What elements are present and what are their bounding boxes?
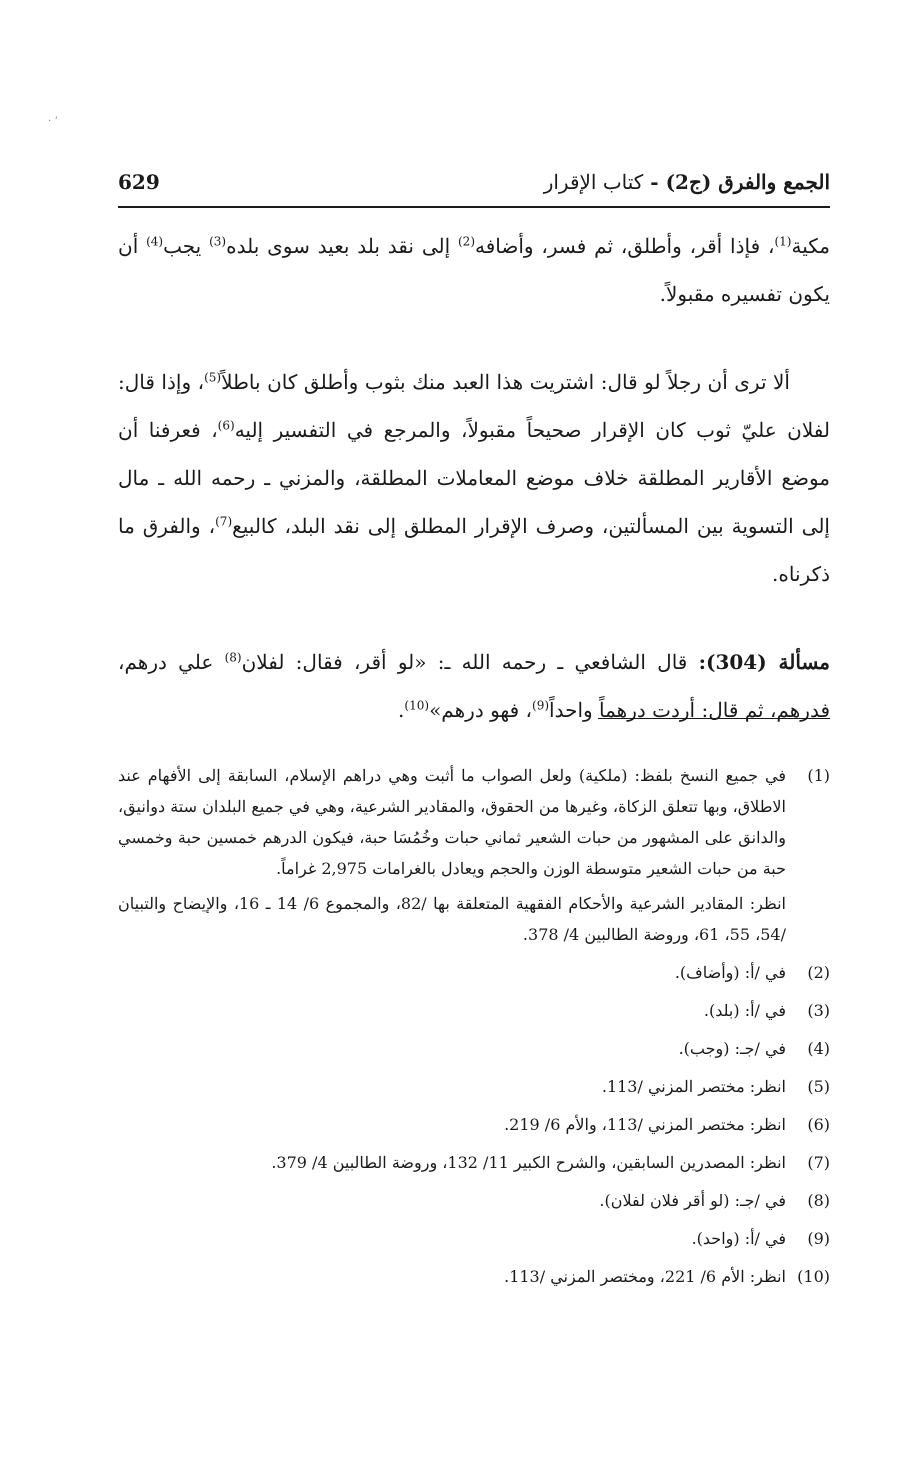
footnote-text: في /أ: (واحد). xyxy=(691,1229,786,1248)
footnote-body xyxy=(118,1261,786,1292)
text-run: قال الشافعي ـ رحمه الله ـ: «لو أقر، فقال: لفلان xyxy=(241,650,699,674)
issue-label: مسألة (304): xyxy=(698,650,830,674)
footnote-number: (5) xyxy=(807,1077,830,1096)
footnote-body xyxy=(118,1033,786,1064)
footnote-number: (10) xyxy=(797,1267,830,1286)
footnote-number: (7) xyxy=(807,1153,830,1172)
footnote-text: انظر: المصدرين السابقين، والشرح الكبير 11/ 132، وروضة الطالبين 4/ 379. xyxy=(271,1153,786,1172)
footnote-ref-6[interactable]: (6) xyxy=(217,418,235,433)
text-run: . xyxy=(398,698,405,722)
footnote-body xyxy=(118,1147,786,1178)
paragraph-1 xyxy=(118,222,830,318)
footnote-ref-5[interactable]: (5) xyxy=(204,370,222,385)
footnote-number: (9) xyxy=(807,1229,830,1248)
footnote-8 xyxy=(118,1185,830,1216)
text-run: ، وإذا قال: لفلان عليّ ثوب كان الإقرار صحيحاً مقبولاً، والمرجع في التفسير إليه xyxy=(118,370,830,442)
book-title: الجمع والفرق (ج2) xyxy=(665,170,830,194)
footnote-4 xyxy=(118,1033,830,1064)
text-run: مكية xyxy=(791,234,830,258)
footnote-9 xyxy=(118,1223,830,1254)
footnote-number: (3) xyxy=(807,1001,830,1020)
footnote-body xyxy=(118,1071,786,1102)
footnote-10 xyxy=(118,1261,830,1292)
footnote-ref-9[interactable]: (9) xyxy=(532,698,550,713)
footnote-separator xyxy=(598,718,830,719)
footnote-number: (8) xyxy=(807,1191,830,1210)
title-separator: - xyxy=(643,170,666,194)
text-run: يجب xyxy=(163,234,210,258)
footnote-ref-10[interactable]: (10) xyxy=(404,698,430,713)
footnote-ref-3[interactable]: (3) xyxy=(209,234,227,249)
footnote-text: في /أ: (بلد). xyxy=(703,1001,786,1020)
footnote-ref-4[interactable]: (4) xyxy=(146,234,164,249)
footnote-ref-8[interactable]: (8) xyxy=(224,650,242,665)
footnote-3 xyxy=(118,995,830,1026)
footnote-text: انظر: المقادير الشرعية والأحكام الفقهية المتعلقة بها /82، والمجموع 6/ 14 ـ 16، والإيضاح والتبيان /54، 55، 61، وروضة الطالبين 4/ 378. xyxy=(118,894,786,944)
text-run: ، فعرفنا أن موضع الأقارير المطلقة خلاف موضع المعاملات المطلقة، والمزني ـ رحمه الله ـ مال إلى التسوية بين المسألتين، وصرف الإقرار المطلق إلى نقد البلد، كالبيع xyxy=(118,418,830,538)
footnote-text: انظر: مختصر المزني /113. xyxy=(601,1077,786,1096)
page-header xyxy=(118,166,830,208)
paragraph-2 xyxy=(118,358,830,598)
footnote-number: (6) xyxy=(807,1115,830,1134)
footnote-7 xyxy=(118,1147,830,1178)
text-run: إلى نقد بلد بعيد سوى بلده xyxy=(226,234,458,258)
footnote-ref-1[interactable]: (1) xyxy=(774,234,792,249)
footnote-6 xyxy=(118,1109,830,1140)
main-text xyxy=(118,222,830,734)
footnote-text: في /جـ: (لو أقر فلان لفلان). xyxy=(599,1191,786,1210)
footnote-text: في جميع النسخ بلفظ: (ملكية) ولعل الصواب ما أثبت وهي دراهم الإسلام، السابقة إلى الأفهام عند الاطلاق، وبها تتعلق الزكاة، وغيرها من الحقوق، والمقادير الشرعية، وهي في جميع البلدان ستة دوانيق، والدانق على المشهور من حبات الشعير ثماني حبات وخُمُسَا حبة، فيكون الدرهم خمسين حبة وخمسي حبة من حبات الشعير متوسطة الوزن والحجم ويعادل بالغرامات 2,975 غراماً. xyxy=(118,766,787,878)
footnote-ref-7[interactable]: (7) xyxy=(215,514,233,529)
text-run: ، فهو درهم» xyxy=(429,698,533,722)
text-run: ألا ترى أن رجلاً لو قال: اشتريت هذا العبد منك بثوب وأطلق كان باطلاً xyxy=(221,370,790,394)
text-run: ، فإذا أقر، وأطلق، ثم فسر، وأضافه xyxy=(475,234,775,258)
footnote-number: (2) xyxy=(807,963,830,982)
footnote-text: في /أ: (وأضاف). xyxy=(674,963,786,982)
chapter-title: كتاب الإقرار xyxy=(543,170,644,194)
footnote-5 xyxy=(118,1071,830,1102)
footnote-text: انظر: مختصر المزني /113، والأم 6/ 219. xyxy=(504,1115,786,1134)
footnote-1 xyxy=(118,760,830,950)
text-run: علي درهم، فدرهم، ثم قال: أردت درهماً واحداً xyxy=(118,650,830,722)
footnote-body xyxy=(118,1223,786,1254)
footnote-ref-2[interactable]: (2) xyxy=(457,234,475,249)
footnote-body xyxy=(118,760,786,950)
paragraph-issue-304 xyxy=(118,638,830,734)
running-title xyxy=(544,170,830,194)
footnote-number: (4) xyxy=(807,1039,830,1058)
footnotes xyxy=(118,760,830,1299)
footnote-body xyxy=(118,1185,786,1216)
footnote-text: في /جـ: (وجب). xyxy=(678,1039,786,1058)
footnote-body xyxy=(118,957,786,988)
footnote-number: (1) xyxy=(807,766,830,785)
page-number: 629 xyxy=(118,170,160,194)
scan-speck: · ʼ xyxy=(48,116,58,127)
text-run: أن يكون تفسيره مقبولاً. xyxy=(118,234,830,306)
footnote-text: انظر: الأم 6/ 221، ومختصر المزني /113. xyxy=(504,1267,786,1286)
footnote-body xyxy=(118,995,786,1026)
footnote-2 xyxy=(118,957,830,988)
footnote-body xyxy=(118,1109,786,1140)
text-run: ، والفرق ما ذكرناه. xyxy=(118,514,830,586)
